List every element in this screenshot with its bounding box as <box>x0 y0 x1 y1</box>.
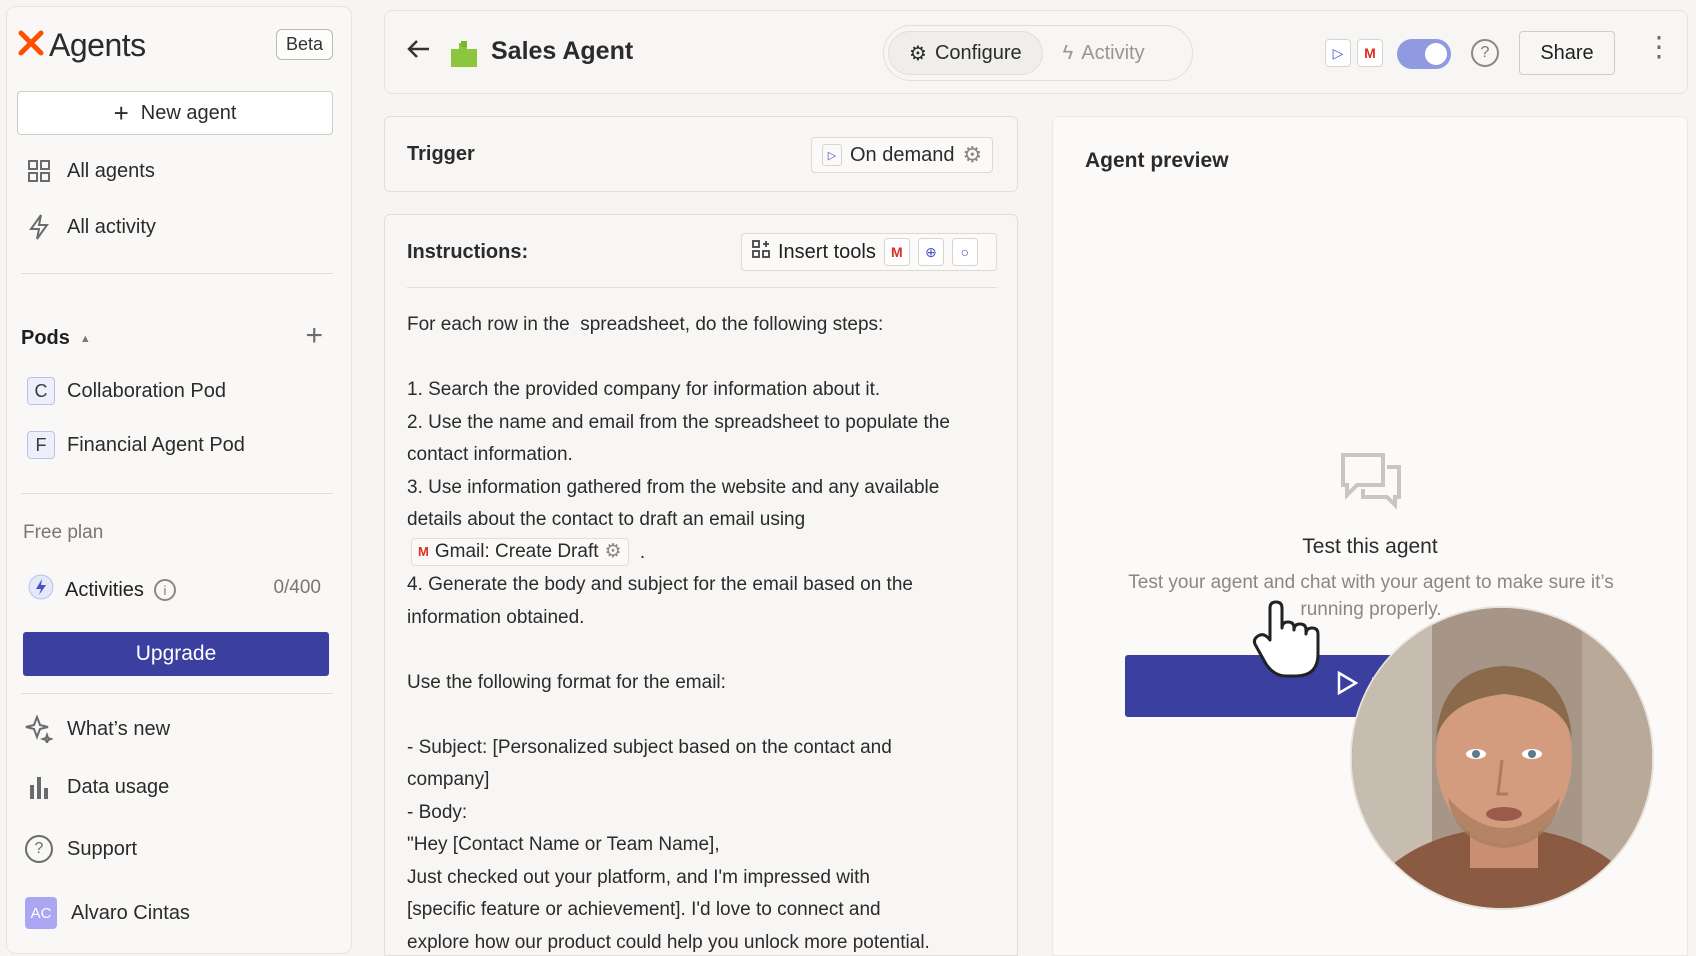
gmail-icon[interactable]: M <box>884 238 910 266</box>
pod-item-financial[interactable] <box>27 431 245 459</box>
share-button[interactable]: Share <box>1519 31 1615 75</box>
bolt-icon: ϟ <box>1062 41 1074 64</box>
nav-data-usage[interactable] <box>25 773 169 801</box>
bar-chart-icon <box>25 773 53 801</box>
enabled-tools <box>1325 39 1383 67</box>
agent-enabled-toggle[interactable] <box>1397 39 1451 69</box>
instruction-line: "Hey [Contact Name or Team Name], <box>407 834 720 855</box>
add-pod-button[interactable]: + <box>305 319 323 352</box>
instructions-text[interactable] <box>407 309 1007 956</box>
empty-state-title: Test this agent <box>1302 535 1438 558</box>
divider <box>407 287 997 288</box>
tab-configure[interactable] <box>888 31 1043 75</box>
upgrade-button[interactable]: Upgrade <box>23 632 329 676</box>
plus-icon: + <box>113 98 129 128</box>
instruction-line: 1. Search the provided company for information about it. <box>407 379 881 400</box>
instructions-label: Instructions: <box>407 241 529 263</box>
tab-activity[interactable] <box>1043 31 1165 75</box>
user-profile[interactable] <box>25 897 190 929</box>
agent-header <box>384 10 1688 94</box>
tab-bar <box>883 25 1193 81</box>
instruction-line <box>407 342 1007 375</box>
toggle-knob <box>1425 43 1447 65</box>
divider <box>21 273 333 274</box>
nav-all-agents[interactable] <box>25 157 155 185</box>
new-agent-label: New agent <box>140 101 237 124</box>
empty-state-description: Test your agent and chat with your agent to make sure it’s running properly. <box>1128 572 1614 620</box>
new-agent-button[interactable] <box>17 91 333 135</box>
instruction-line: details about the contact to draft an email using <box>407 509 806 530</box>
instruction-line: Just checked out your platform, and I'm impressed with <box>407 866 870 888</box>
pod-avatar: C <box>27 377 55 405</box>
divider <box>21 493 333 494</box>
gmail-icon: M <box>418 544 429 560</box>
caret-up-icon: ▲ <box>79 332 91 345</box>
question-icon: ? <box>25 835 53 863</box>
instruction-line <box>407 634 1007 667</box>
instruction-line: company] <box>407 769 490 790</box>
instruction-line: explore how our product could help you unlock more potential. <box>407 931 930 953</box>
play-icon: ▷ <box>822 144 842 166</box>
gear-icon: ⚙ <box>909 42 927 65</box>
back-arrow-icon[interactable] <box>405 35 433 69</box>
sidebar <box>6 6 352 954</box>
play-trigger-icon[interactable]: ▷ <box>1325 39 1351 67</box>
pod-avatar: F <box>27 431 55 459</box>
pods-header[interactable] <box>21 327 91 350</box>
trigger-label: Trigger <box>407 143 475 165</box>
nav-label: What’s new <box>67 717 171 740</box>
gmail-icon[interactable]: M <box>1357 39 1383 67</box>
insert-tools-label: Insert tools <box>778 240 876 263</box>
chat-bubbles-icon <box>1339 451 1403 509</box>
gear-icon[interactable]: ⚙ <box>604 541 622 563</box>
divider <box>21 693 333 694</box>
globe-icon[interactable]: ⊕ <box>918 238 944 266</box>
grid-icon <box>25 157 53 185</box>
beta-badge: Beta <box>276 29 333 60</box>
instruction-line: [specific feature or achievement]. I'd love to connect and <box>407 899 881 920</box>
instruction-line <box>407 699 1007 732</box>
nav-all-activity[interactable] <box>25 213 156 241</box>
agent-puzzle-icon <box>449 39 479 69</box>
instruction-line: - Subject: [Personalized subject based on the contact and <box>407 736 892 758</box>
nav-whats-new[interactable] <box>25 715 170 743</box>
pod-label: Financial Agent Pod <box>67 433 245 456</box>
preview-title: Agent preview <box>1085 149 1229 172</box>
app-name: Agents <box>49 27 146 63</box>
agent-title: Sales Agent <box>491 37 634 65</box>
instruction-line: 2. Use the name and email from the spreadsheet to populate the <box>407 411 950 433</box>
avatar: AC <box>25 897 57 929</box>
instruction-line: - Body: <box>407 801 468 823</box>
play-icon <box>1336 671 1358 701</box>
trigger-card <box>384 116 1018 192</box>
nav-label: Data usage <box>67 775 170 798</box>
activities-label: Activities <box>65 578 144 601</box>
presenter-webcam <box>1350 606 1654 910</box>
chip-trailing-text: . <box>639 541 646 563</box>
chip-label: Gmail: Create Draft <box>434 541 599 563</box>
sparkle-icon <box>25 715 53 743</box>
nav-label: All agents <box>67 159 155 182</box>
instruction-line: contact information. <box>407 444 573 465</box>
trigger-select[interactable] <box>811 137 993 173</box>
hand-cursor-icon <box>1252 600 1322 680</box>
activity-bolt-icon <box>27 573 55 607</box>
instructions-card <box>384 214 1018 956</box>
pod-item-collaboration[interactable] <box>27 377 226 405</box>
instruction-line-chip <box>407 537 1007 570</box>
bolt-icon <box>25 213 53 241</box>
help-icon[interactable]: ? <box>1471 39 1499 67</box>
instruction-line: For each row in the spreadsheet, do the following steps: <box>407 314 884 335</box>
nav-support[interactable] <box>25 835 137 863</box>
nav-label: All activity <box>67 215 156 238</box>
more-options-icon[interactable]: ⋮ <box>1645 31 1673 62</box>
trigger-value: On demand <box>850 143 955 166</box>
search-icon[interactable]: ○ <box>952 238 978 266</box>
activities-count: 0/400 <box>273 577 321 598</box>
gmail-create-draft-chip[interactable] <box>411 538 629 566</box>
activities-row <box>27 573 176 607</box>
tab-label: Configure <box>934 41 1022 64</box>
info-icon[interactable]: i <box>154 579 176 601</box>
instruction-line: 3. Use information gathered from the website and any available <box>407 476 940 498</box>
grid-plus-icon <box>752 240 770 264</box>
plan-label: Free plan <box>23 522 104 543</box>
pod-label: Collaboration Pod <box>67 379 226 402</box>
pods-label: Pods <box>21 327 70 349</box>
app-logo[interactable] <box>17 27 146 64</box>
user-name: Alvaro Cintas <box>71 901 190 924</box>
nav-label: Support <box>67 837 138 860</box>
instruction-line: 4. Generate the body and subject for the email based on the <box>407 574 913 595</box>
gear-icon[interactable]: ⚙ <box>962 142 983 167</box>
insert-tools-button[interactable] <box>741 233 997 271</box>
zapier-logo-icon <box>17 29 45 63</box>
tab-label: Activity <box>1081 41 1145 64</box>
instruction-line: information obtained. <box>407 606 585 628</box>
instruction-line: Use the following format for the email: <box>407 671 726 693</box>
